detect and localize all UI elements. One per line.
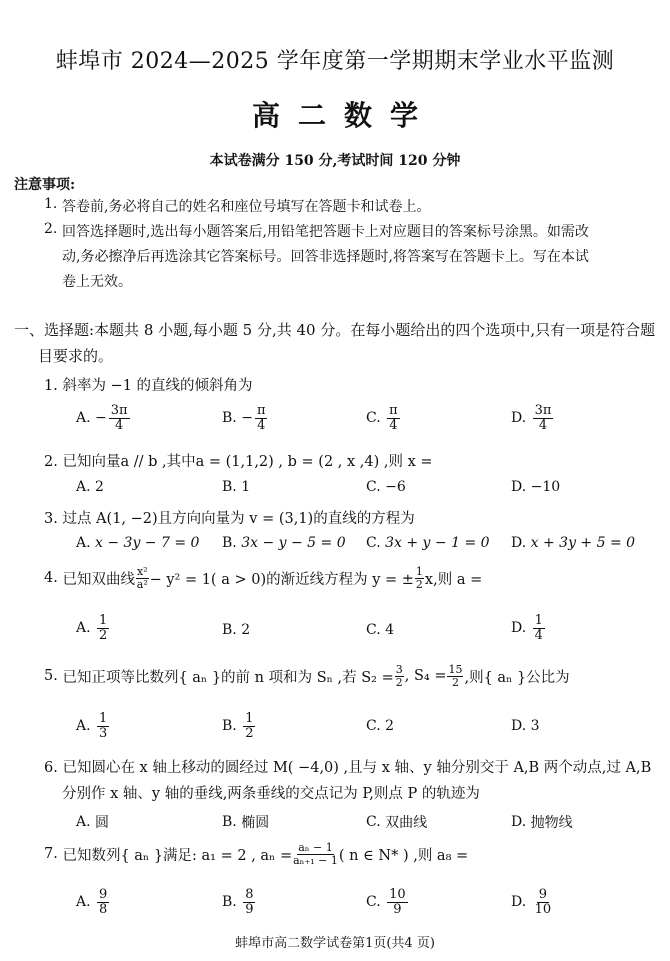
question-number: 5. [44,668,58,685]
option-label: C. [366,814,381,830]
question-2 [44,450,433,471]
q3-option-a [76,535,199,551]
q4-option-b [222,622,250,638]
option-label: C. [366,894,381,911]
note-2-line-1: 回答选择题时,选出每小题答案后,用铅笔把答题卡上对应题目的答案标号涂黑。如需改 [62,224,589,240]
option-label: C. [366,535,381,551]
question-number: 1. [44,378,58,394]
fraction-denominator: a² [136,577,148,591]
fraction-denominator: 4 [538,417,548,433]
option-text: 椭圆 [241,815,270,831]
fraction-denominator: 3 [99,725,108,741]
q6-option-c [366,812,427,832]
q3-option-c [366,535,490,551]
option-text: 3x − y − 5 = 0 [241,535,346,551]
q4-option-c [366,622,394,638]
note-1-line-1: 答卷前,务必将自己的姓名和座位号填写在答题卡和试卷上。 [62,199,431,215]
option-text: x + 3y + 5 = 0 [530,535,636,551]
option-label: D. [511,620,527,637]
fraction-numerator: 1 [534,613,543,628]
question-stem-part-2: , S₄ = [404,668,447,685]
option-text: 1 [241,479,251,495]
option-label: D. [511,479,527,495]
fraction-numerator: 3π [534,403,552,418]
q1-option-a [76,404,132,432]
option-fraction [255,404,268,432]
q2-option-a [76,479,104,495]
option-fraction [387,404,400,432]
option-text: −6 [385,479,406,495]
q6-option-b [222,812,269,832]
fraction-denominator: 4 [389,417,398,433]
fraction-denominator: aₙ₊₁ − 1 [293,853,338,867]
fraction-numerator: 1 [245,711,254,726]
question-6-line-2: 分别作 x 轴、y 轴的垂线,两条垂线的交点记为 P,则点 P 的轨迹为 [62,786,480,802]
option-label: B. [222,622,237,638]
section-1-instructions-line-2: 目要求的。 [38,347,114,365]
q3-option-b [222,535,346,551]
fraction-denominator: 4 [534,627,543,643]
question-7 [44,842,468,866]
option-label: B. [222,410,237,427]
option-fraction [387,888,408,916]
option-fraction [97,888,109,916]
option-label: A. [76,479,91,495]
fraction-numerator: 1 [99,711,108,726]
option-label: A. [76,620,91,637]
fraction-numerator: π [389,403,398,418]
fraction-numerator: x² [136,565,148,578]
option-fraction [243,712,255,740]
question-number: 2. [44,454,58,470]
option-fraction [533,404,554,432]
option-fraction [243,888,255,916]
question-stem: 斜率为 −1 的直线的倾斜角为 [62,378,253,394]
stem-fraction-2 [415,566,424,590]
q5-option-a [76,712,111,740]
q2-option-d [511,479,560,495]
stem-fraction-2 [447,664,463,688]
question-stem-part-3: x,则 a = [424,571,483,588]
q1-option-c [366,404,402,432]
fraction-numerator: 8 [245,887,254,902]
fraction-denominator: 9 [245,901,254,917]
option-label: A. [76,718,91,735]
question-stem-part-1: 已知数列{ aₙ }满足: a₁ = 2 , aₙ = [62,847,293,864]
option-label: B. [222,814,237,830]
option-sign: − [95,410,107,427]
exam-info: 本试卷满分 150 分,考试时间 120 分钟 [209,153,461,169]
q4-option-a [76,614,111,642]
question-stem: 过点 A(1, −2)且方向向量为 v = (3,1)的直线的方程为 [62,511,415,527]
notes-heading: 注意事项: [14,177,76,193]
q4-option-d [511,614,547,642]
option-fraction [533,888,554,916]
fraction-numerator: 15 [448,663,463,676]
option-label: D. [511,894,527,911]
note-1-number: 1. [44,196,58,212]
fraction-denominator: 2 [415,577,423,591]
q7-option-b [222,888,257,916]
question-5 [44,664,570,688]
option-text: 2 [95,479,104,495]
exam-title: 蚌埠市 2024—2025 学年度第一学期期末学业水平监测 [55,49,615,74]
q5-option-c [366,718,394,734]
option-label: D. [511,535,527,551]
option-label: D. [511,814,527,830]
fraction-numerator: 1 [99,613,108,628]
q2-option-b [222,479,250,495]
q5-option-b [222,712,257,740]
option-fraction [533,614,545,642]
q6-option-a [76,812,109,832]
fraction-denominator: 9 [393,901,402,917]
fraction-denominator: 2 [395,675,403,689]
option-text: 圆 [95,815,110,831]
question-stem-part-1: 已知正项等比数列{ aₙ }的前 n 项和为 Sₙ ,若 S₂ = [62,669,394,686]
option-label: B. [222,894,237,911]
stem-fraction-1 [395,664,404,688]
note-2-number: 2. [44,221,58,237]
fraction-numerator: 3π [110,403,128,418]
option-label: B. [222,535,237,551]
stem-fraction [136,566,149,590]
fraction-numerator: 9 [99,887,108,902]
question-stem-part-3: ,则{ aₙ }公比为 [464,669,570,686]
option-text: 2 [241,622,251,638]
q5-option-d [511,718,540,734]
fraction-denominator: 2 [245,725,254,741]
option-text: x − 3y − 7 = 0 [95,535,200,551]
option-fraction [97,614,109,642]
q1-option-d [511,404,555,432]
option-fraction [109,404,130,432]
page-footer: 蚌埠市高二数学试卷第1页(共4 页) [235,936,435,951]
option-label: C. [366,718,381,734]
exam-subject: 高二数学 [251,99,436,132]
option-text: 4 [385,622,395,638]
question-3 [44,507,415,528]
option-label: C. [366,410,381,427]
option-label: A. [76,410,91,427]
question-number: 6. [44,760,58,776]
q7-option-c [366,888,410,916]
option-label: A. [76,814,91,830]
option-fraction [97,712,109,740]
fraction-denominator: 8 [99,901,108,917]
fraction-numerator: 10 [389,887,406,902]
question-1 [44,374,253,395]
q7-option-a [76,888,111,916]
q3-option-d [511,535,635,551]
option-text: 2 [385,718,395,734]
q1-option-b [222,404,269,432]
question-stem-part-2: ( n ∈ N* ) ,则 a₈ = [338,847,469,864]
option-text: 3x + y − 1 = 0 [385,535,490,551]
option-label: D. [511,410,527,427]
option-sign: − [241,410,253,427]
fraction-numerator: 3 [395,663,403,676]
option-label: D. [511,718,527,734]
question-6 [44,756,651,777]
question-stem-part-1: 已知双曲线 [62,571,135,588]
section-1-instructions-line-1: 一、选择题:本题共 8 小题,每小题 5 分,共 40 分。在每小题给出的四个选项中,只有一项是符合题 [14,321,656,339]
option-text: −10 [530,479,561,495]
q2-option-c [366,479,406,495]
question-number: 3. [44,511,58,527]
note-2-line-3: 卷上无效。 [62,274,132,290]
option-label: A. [76,535,91,551]
note-2-line-2: 动,务必擦净后再选涂其它答案标号。回答非选择题时,将答案写在答题卡上。写在本试 [62,249,589,265]
fraction-numerator: 1 [415,565,423,578]
stem-fraction [293,842,338,866]
fraction-numerator: 9 [538,887,548,902]
fraction-denominator: 4 [115,417,124,433]
question-number: 7. [44,846,58,863]
option-label: A. [76,894,91,911]
option-label: B. [222,479,237,495]
option-label: B. [222,718,237,735]
question-stem-line-1: 已知圆心在 x 轴上移动的圆经过 M( −4,0) ,且与 x 轴、y 轴分别交于 A,B 两个动点,过 A,B [62,760,652,776]
option-label: C. [366,479,381,495]
question-4 [44,566,482,590]
q6-option-d [511,812,573,832]
fraction-numerator: π [256,403,266,418]
question-number: 4. [44,570,58,587]
fraction-denominator: 4 [257,417,266,433]
option-text: 抛物线 [530,815,573,831]
fraction-numerator: aₙ − 1 [298,841,333,854]
option-label: C. [366,622,381,638]
fraction-denominator: 2 [451,675,459,689]
q7-option-d [511,888,555,916]
option-text: 双曲线 [385,815,428,831]
question-stem: 已知向量a // b ,其中a = (1,1,2) , b = (2 , x ,4) ,则 x = [62,454,433,470]
question-stem-part-2: − y² = 1( a > 0)的渐近线方程为 y = ± [149,571,414,588]
option-text: 3 [530,718,540,734]
fraction-denominator: 10 [534,901,552,917]
fraction-denominator: 2 [99,627,108,643]
